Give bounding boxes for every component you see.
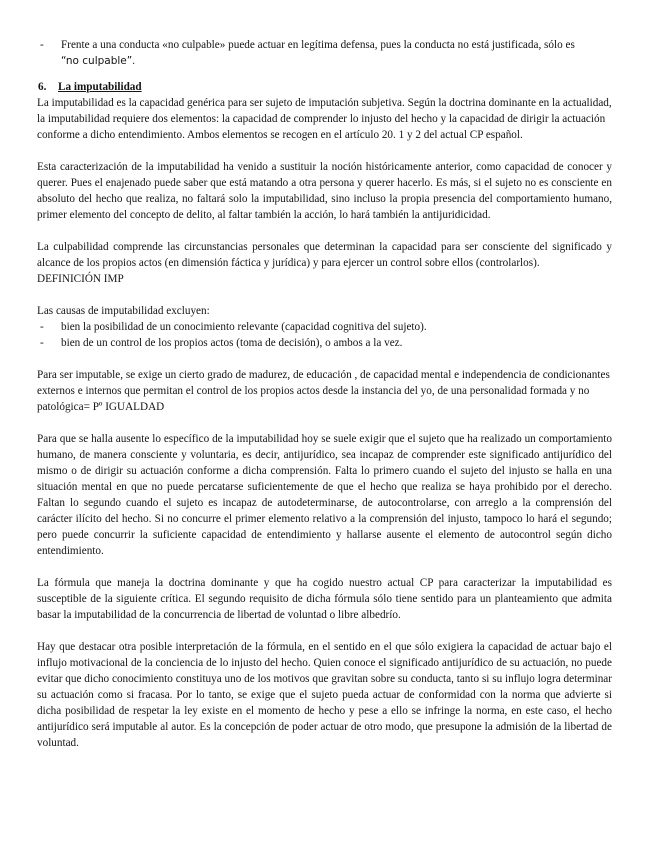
intro-bullet-body: Frente a una conducta «no culpable» puede actuar en legítima defensa, pues la conducta no está justificada, sólo es: [61, 39, 575, 51]
intro-bullet-end: .: [132, 55, 136, 67]
intro-bullet-text: [61, 37, 612, 69]
paragraph-absence: Para que se halla ausente lo específico de la imputabilidad hoy se suele exigir que el sujeto que ha realizado un comportamiento humano, de manera consciente y voluntaria, es decir, antijurídico, sea incapaz de comprender este significado antijurídico del mismo o de dirigir su actuación conforme a dicha comprensión. Falta lo primero cuando el sujeto del injusto se halla en una situación mental en que no puede percatarse suficientemente de que el hecho que realiza se haya prohibido por el derecho. Faltan lo segundo cuando el sujeto es incapaz de autodeterminarse, de autocontrolarse, con arreglo a la comprensión del carácter ilícito del hecho. Si no concurre el primer elemento relativo a la comprensión del injusto, tampoco lo hará el segundo; pero puede concurrir la suficiente capacidad de entendimiento y hallarse ausente el elemento de autocontrol según dicho entendimiento.: [37, 433, 612, 557]
paragraph-requirements: Para ser imputable, se exige un cierto grado de madurez, de educación , de capacidad mental e independencia de condicionantes externos e internos que permitan el control de los propios actos desde la instancia del yo, de una personalidad formada y no patológica= Pº IGUALDAD: [37, 369, 610, 413]
intro-bullet: [37, 37, 612, 69]
bullet-dash: -: [40, 321, 44, 333]
paragraph-characterization: Esta caracterización de la imputabilidad ha venido a sustituir la noción históricamente anterior, como capacidad de conocer y querer. Pues el enajenado puede saber que está matando a otra persona y querer hacerlo. Es más, si el sujeto no es consciente en absoluto del hecho que realiza, no faltará solo la imputabilidad, sino incluso la propia presencia del comportamiento humano, primer elemento del concepto de delito, al faltar también la acción, lo hará también la antijuridicidad.: [37, 161, 612, 221]
section-title: La imputabilidad: [58, 81, 142, 93]
handwritten-quote: “no culpable”: [61, 55, 133, 67]
causes-intro: Las causas de imputabilidad excluyen:: [37, 305, 210, 317]
list-item-text: bien de un control de los propios actos (toma de decisión), o ambos a la vez.: [61, 337, 403, 349]
document-body: [37, 37, 612, 751]
definition-note: DEFINICIÓN IMP: [37, 273, 124, 285]
paragraph-interpretation: Hay que destacar otra posible interpretación de la fórmula, en el sentido en el que sólo exigiera la capacidad de actuar bajo el influjo motivacional de la conciencia de lo injusto del hecho. Quien conoce el significado antijurídico de su actuación, no puede evitar que dicho conocimiento constituya uno de los motivos que gravitan sobre su conducta, tanto si su influjo logra determinar su actuación como si fracasa. Por lo tanto, se exige que el sujeto pueda actuar de conformidad con la norma que advierte si dicha posibilidad de respetar la ley existe en el momento de hecho y pese a ello se infringe la norma, en este caso, el hecho antijurídico será imputable al autor. Es la concepción de poder actuar de otro modo, que presupone la admisión de la libertad de voluntad.: [37, 641, 612, 749]
section-number: 6.: [38, 81, 47, 93]
paragraph-culpability: La culpabilidad comprende las circunstancias personales que determinan la capacidad para ser consciente del significado y alcance de los propios actos (en dimensión fáctica y jurídica) y para ejercer un control sobre ellos (controlarlos).: [37, 241, 612, 269]
paragraph-formula-critique: La fórmula que maneja la doctrina dominante y que ha cogido nuestro actual CP para caracterizar la imputabilidad es susceptible de la siguiente crítica. El segundo requisito de dicha fórmula sólo tiene sentido para un planteamiento que admita basar la imputabilidad de la concurrencia de libertad de voluntad o libre albedrío.: [37, 577, 612, 621]
paragraph-definition: La imputabilidad es la capacidad genérica para ser sujeto de imputación subjetiva. Según la doctrina dominante en la actualidad, la imputabilidad requiere dos elementos: la capacidad de comprender lo injusto del hecho y la capacidad de dirigir la actuación conforme a dicho entendimiento. Ambos elementos se recogen en el artículo 20. 1 y 2 del actual CP español.: [37, 97, 612, 141]
list-item-text: bien la posibilidad de un conocimiento relevante (capacidad cognitiva del sujeto).: [61, 321, 427, 333]
list-item: [37, 319, 612, 335]
bullet-dash: -: [40, 337, 44, 349]
bullet-dash: -: [40, 39, 44, 51]
list-item: [37, 335, 612, 351]
section-heading: [37, 79, 612, 95]
